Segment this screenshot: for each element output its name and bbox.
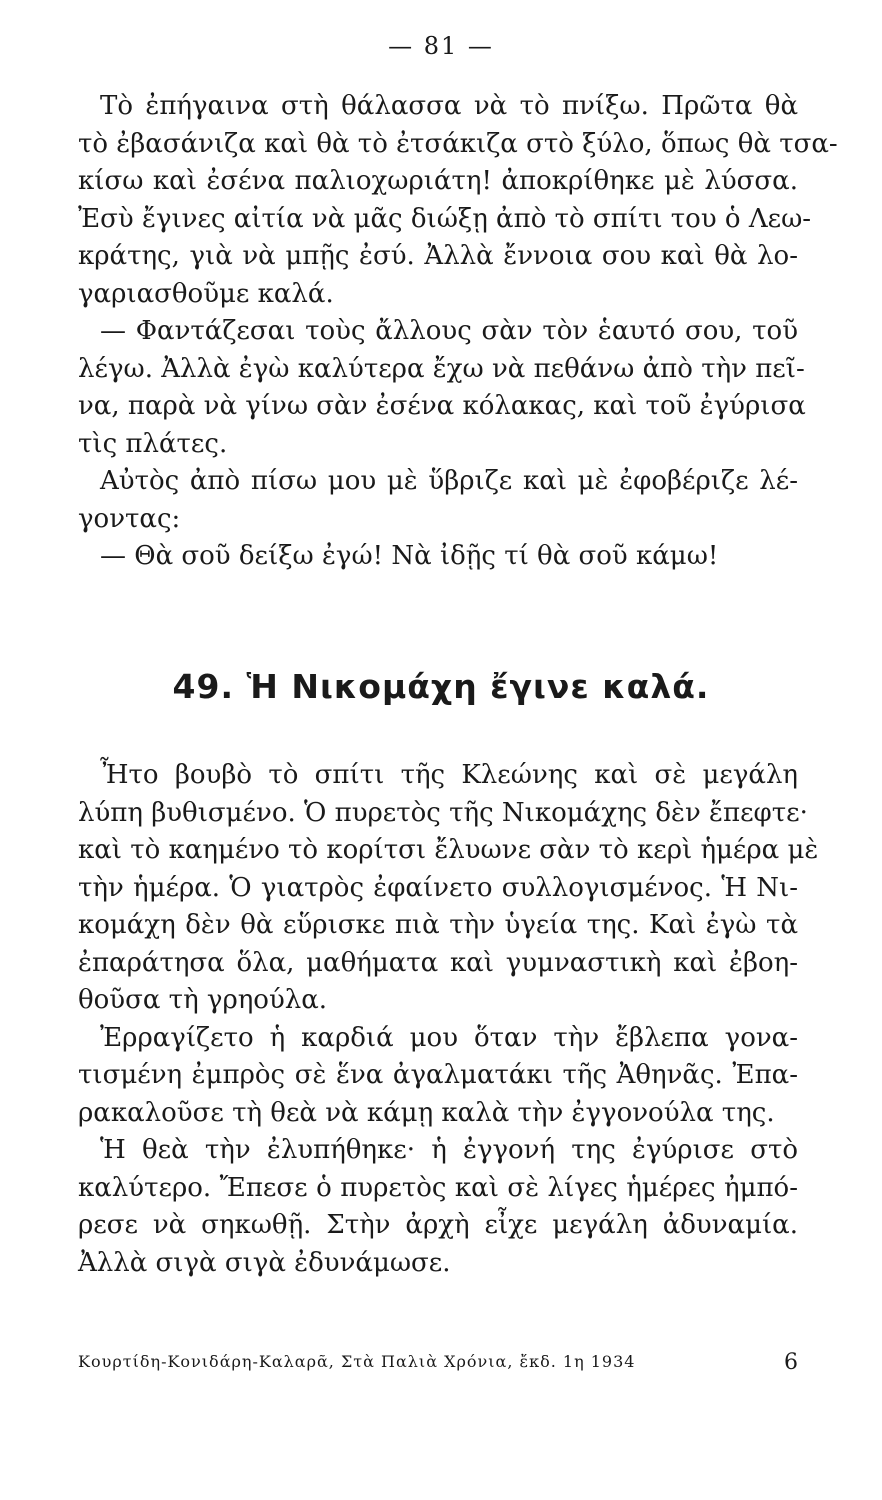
text-line: καλύτερο. Ἔπεσε ὁ πυρετὸς καὶ σὲ λίγες ἡμέρες ἠμπό- bbox=[78, 1172, 798, 1203]
text-line: γοντας: bbox=[78, 503, 181, 534]
footer bbox=[78, 1350, 798, 1375]
text-line: τὸ ἐβασάνιζα καὶ θὰ τὸ ἐτσάκιζα στὸ ξύλο, ὅπως θὰ τσα- bbox=[78, 128, 838, 159]
text-line: τισμένη ἐμπρὸς σὲ ἕνα ἀγαλματάκι τῆς Ἀθηνᾶς. Ἐπα- bbox=[78, 1060, 798, 1090]
text-line: ἐπαράτησα ὅλα, μαθήματα καὶ γυμναστικὴ καὶ ἐβοη- bbox=[78, 947, 798, 978]
text-line: Τὸ ἐπήγαινα στὴ θάλασσα νὰ τὸ πνίξω. Πρῶτα θὰ bbox=[100, 91, 798, 121]
text-line: κίσω καὶ ἐσένα παλιοχωριάτη! ἀποκρίθηκε μὲ λύσσα. bbox=[78, 166, 798, 196]
text-line: — Φαντάζεσαι τοὺς ἄλλους σὰν τὸν ἑαυτό σου, τοῦ bbox=[100, 316, 798, 346]
chapter-heading: 49. Ἡ Νικομάχη ἔγινε καλά. bbox=[172, 667, 710, 706]
text-line: Ἦτο βουβὸ τὸ σπίτι τῆς Κλεώνης καὶ σὲ μεγάλη bbox=[100, 760, 798, 790]
text-line: τὶς πλάτες. bbox=[78, 428, 228, 459]
text-block-1 bbox=[78, 88, 838, 576]
text-line: ρεσε νὰ σηκωθῇ. Στὴν ἀρχὴ εἶχε μεγάλη ἀδυναμία. bbox=[78, 1210, 798, 1240]
text-line: ρακαλοῦσε τὴ θεὰ νὰ κάμῃ καλὰ τὴν ἐγγονούλα της. bbox=[78, 1097, 775, 1128]
text-line: Αὐτὸς ἀπὸ πίσω μου μὲ ὕβριζε καὶ μὲ ἐφοβέριζε λέ- bbox=[100, 466, 798, 496]
text-line: Ἐσὺ ἔγινες αἰτία νὰ μᾶς διώξῃ ἀπὸ τὸ σπίτι του ὁ Λεω- bbox=[78, 203, 812, 234]
page-number: — 81 — bbox=[388, 32, 494, 60]
text-line: Ἡ θεὰ τὴν ἐλυπήθηκε· ἡ ἐγγονή της ἐγύρισε στὸ bbox=[100, 1135, 798, 1165]
text-line: λύπη βυθισμένο. Ὁ πυρετὸς τῆς Νικομάχης δὲν ἔπεφτε· bbox=[78, 797, 808, 828]
text-line: θοῦσα τὴ γρηούλα. bbox=[78, 985, 328, 1015]
text-line: κράτης, γιὰ νὰ μπῇς ἐσύ. Ἀλλὰ ἔννοια σου καὶ θὰ λο- bbox=[78, 241, 798, 271]
footer-citation: Κουρτίδη-Κονιδάρη-Καλαρᾶ, Στὰ Παλιὰ Χρόνια, ἔκδ. 1η 1934 bbox=[78, 1352, 636, 1371]
text-line: λέγω. Ἀλλὰ ἐγὼ καλύτερα ἔχω νὰ πεθάνω ἀπὸ τὴν πεῖ- bbox=[78, 353, 805, 384]
text-line: γαριασθοῦμε καλά. bbox=[78, 278, 334, 309]
text-line: — Θὰ σοῦ δείξω ἐγώ! Νὰ ἰδῇς τί θὰ σοῦ κάμω! bbox=[100, 541, 719, 571]
text-line: κομάχη δὲν θὰ εὕρισκε πιὰ τὴν ὑγεία της. Καὶ ἐγὼ τὰ bbox=[78, 910, 798, 940]
text-line: Ἀλλὰ σιγὰ σιγὰ ἐδυνάμωσε. bbox=[78, 1247, 451, 1278]
text-line: τὴν ἡμέρα. Ὁ γιατρὸς ἐφαίνετο συλλογισμένος. Ἡ Νι- bbox=[78, 872, 798, 903]
text-line: καὶ τὸ καημένο τὸ κορίτσι ἔλυωνε σὰν τὸ κερὶ ἡμέρα μὲ bbox=[78, 835, 819, 865]
text-line: να, παρὰ νὰ γίνω σὰν ἐσένα κόλακας, καὶ τοῦ ἐγύρισα bbox=[78, 391, 806, 421]
text-line: Ἐρραγίζετο ἡ καρδιά μου ὅταν τὴν ἔβλεπα γονα- bbox=[100, 1022, 798, 1053]
footer-signature-mark: 6 bbox=[784, 1350, 798, 1375]
text-block-2 bbox=[78, 757, 819, 1282]
